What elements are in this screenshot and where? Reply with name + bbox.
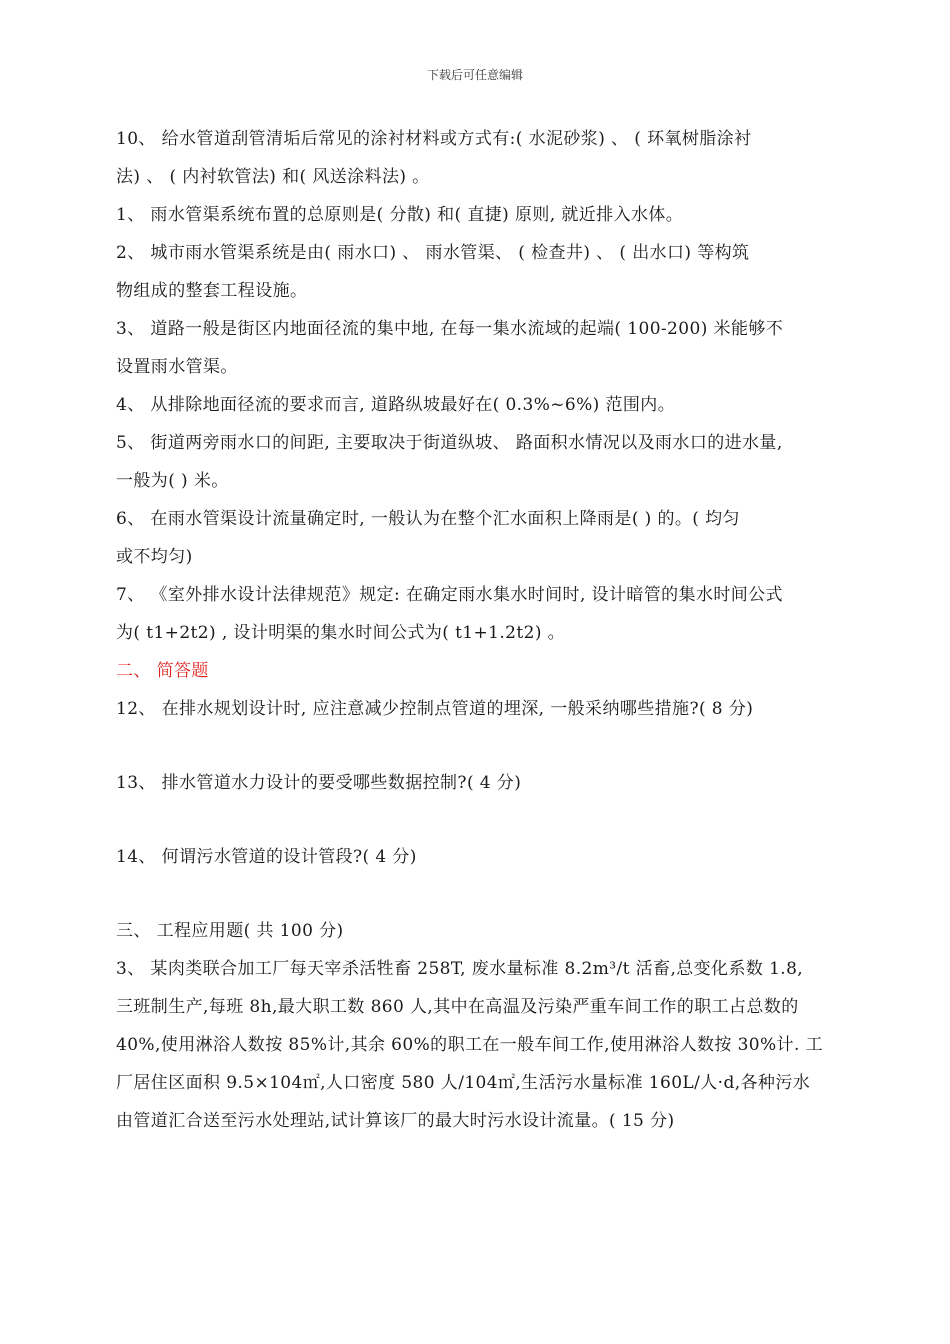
answer-space <box>116 876 866 912</box>
question-7-line-1: 7、 《室外排水设计法律规范》规定: 在确定雨水集水时间时, 设计暗管的集水时间公式 <box>116 585 783 605</box>
section-heading-engineering: 三、 工程应用题( 共 100 分) <box>116 921 344 941</box>
document-body <box>116 120 866 1140</box>
question-10-line-2: 法) 、 ( 内衬软管法) 和( 风送涂料法) 。 <box>116 167 430 187</box>
question-12: 12、 在排水规划设计时, 应注意减少控制点管道的埋深, 一般采纳哪些措施?( 8 分) <box>116 699 754 719</box>
question-10-line-1: 10、 给水管道刮管清垢后常见的涂衬材料或方式有:( 水泥砂浆) 、 ( 环氧树脂涂衬 <box>116 129 752 149</box>
question-3-line-1: 3、 道路一般是街区内地面径流的集中地, 在每一集水流域的起端( 100-200) 米能够不 <box>116 319 784 339</box>
question-5-line-2: 一般为( ) 米。 <box>116 471 229 491</box>
section-heading-short-answer: 二、 简答题 <box>116 661 209 681</box>
problem-3-line-2: 三班制生产,每班 8h,最大职工数 860 人,其中在高温及污染严重车间工作的职工占总数的 <box>116 997 799 1017</box>
question-7-line-2: 为( t1+2t2) , 设计明渠的集水时间公式为( t1+1.2t2) 。 <box>116 623 566 643</box>
question-13: 13、 排水管道水力设计的要受哪些数据控制?( 4 分) <box>116 773 522 793</box>
question-2-line-1: 2、 城市雨水管渠系统是由( 雨水口) 、 雨水管渠、 ( 检查井) 、 ( 出水口) 等构筑 <box>116 243 750 263</box>
question-2-line-2: 物组成的整套工程设施。 <box>116 281 308 301</box>
question-6-line-2: 或不均匀) <box>116 547 193 567</box>
question-5-line-1: 5、 街道两旁雨水口的间距, 主要取决于街道纵坡、 路面积水情况以及雨水口的进水量, <box>116 433 783 453</box>
problem-3-line-3: 40%,使用淋浴人数按 85%计,其余 60%的职工在一般车间工作,使用淋浴人数按 30%计. 工 <box>116 1035 823 1055</box>
question-6-line-1: 6、 在雨水管渠设计流量确定时, 一般认为在整个汇水面积上降雨是( ) 的。( 均匀 <box>116 509 740 529</box>
question-1: 1、 雨水管渠系统布置的总原则是( 分散) 和( 直捷) 原则, 就近排入水体。 <box>116 205 684 225</box>
problem-3-line-1: 3、 某肉类联合加工厂每天宰杀活牲畜 258T, 废水量标准 8.2m³/t 活畜,总变化系数 1.8, <box>116 959 804 979</box>
page-header: 下载后可任意编辑 <box>426 68 523 82</box>
problem-3-line-4: 厂居住区面积 9.5×104㎡,人口密度 580 人/104㎡,生活污水量标准 160L/人·d,各种污水 <box>116 1073 811 1093</box>
question-4: 4、 从排除地面径流的要求而言, 道路纵坡最好在( 0.3%~6%) 范围内。 <box>116 395 676 415</box>
answer-space <box>116 802 866 838</box>
answer-space <box>116 728 866 764</box>
question-14: 14、 何谓污水管道的设计管段?( 4 分) <box>116 847 417 867</box>
problem-3-line-5: 由管道汇合送至污水处理站,试计算该厂的最大时污水设计流量。( 15 分) <box>116 1111 675 1131</box>
question-3-line-2: 设置雨水管渠。 <box>116 357 238 377</box>
